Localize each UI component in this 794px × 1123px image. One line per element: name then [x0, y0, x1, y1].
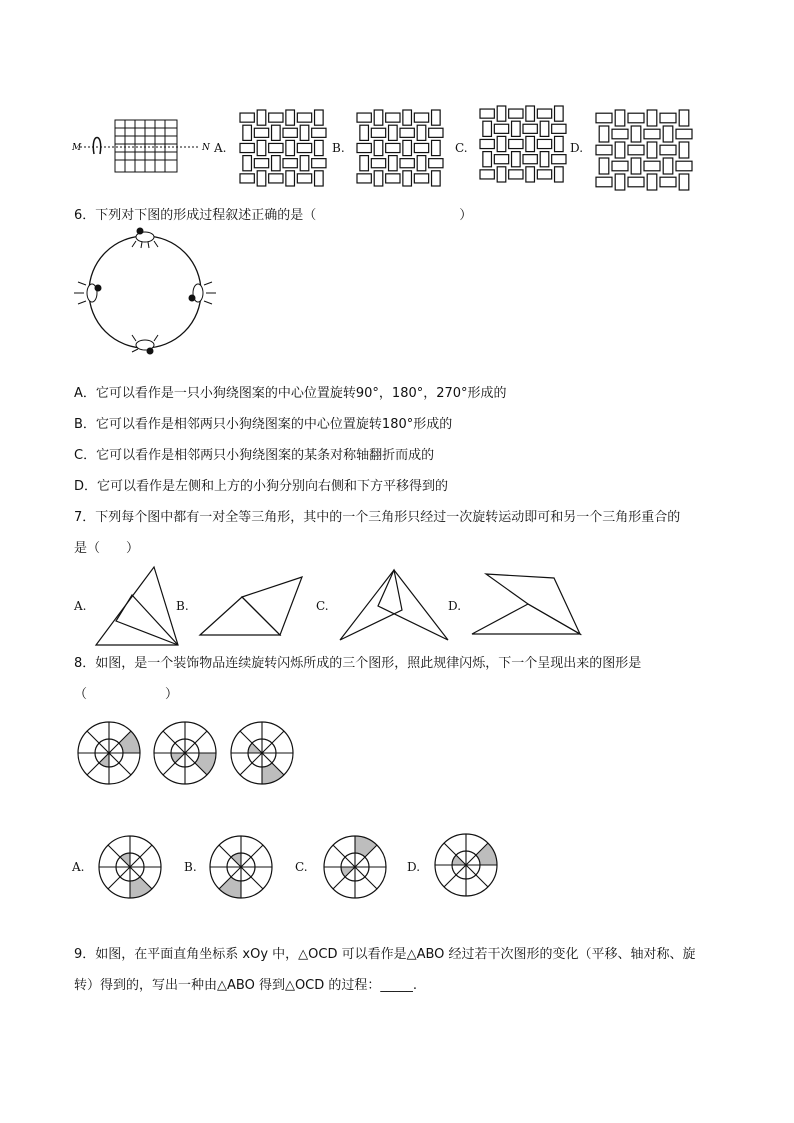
q7-option-b-triangles[interactable] [198, 575, 304, 637]
q5-option-b-label[interactable]: B. [332, 141, 345, 155]
q8-sequence-figure-3 [229, 720, 295, 786]
q6-dog-icon-left [74, 282, 102, 304]
q7-a-triangle-1 [96, 567, 178, 645]
q6-circle [89, 236, 201, 348]
q9-stem-line2: 转）得到的，写出一种由△ABO 得到△OCD 的过程：_____. [74, 978, 418, 993]
q8-option-c-wheel[interactable] [322, 834, 388, 900]
q8-stem-line2: （ ） [74, 687, 179, 702]
q8-option-d-wheel[interactable] [433, 832, 499, 898]
q7-d-triangle-1 [486, 574, 580, 634]
weave-grid [357, 110, 443, 186]
q8-stem-line1: 8．如图，是一个装饰物品连续旋转闪烁所成的三个图形，照此规律闪烁，下一个呈现出来的图形是 [74, 656, 642, 671]
q7-b-triangle-2 [242, 577, 302, 635]
q6-choice-c[interactable]: C．它可以看作是相邻两只小狗绕图案的某条对称轴翻折而成的 [74, 448, 435, 463]
q7-option-a-label[interactable]: A. [74, 599, 87, 613]
q6-choice-a[interactable]: A．它可以看作是一只小狗绕图案的中心位置旋转90°，180°，270°形成的 [74, 386, 507, 401]
q5-label-m: M [72, 143, 82, 153]
q7-option-b-label[interactable]: B. [176, 599, 189, 613]
q6-dog-icon-bottom [132, 335, 158, 355]
q8-option-b-wheel[interactable] [208, 834, 274, 900]
q5-option-b-weave[interactable] [357, 110, 443, 186]
q8-option-d-label[interactable]: D. [407, 860, 421, 874]
q7-option-a-triangles[interactable] [94, 565, 184, 647]
q9-stem-line1: 9．如图，在平面直角坐标系 xOy 中，△OCD 可以看作是△ABO 经过若干次图形的变化（平移、轴对称、旋 [74, 947, 696, 962]
q5-original-weave-figure [70, 112, 220, 182]
q5-option-a-weave[interactable] [240, 110, 326, 186]
q7-a-triangle-2 [116, 595, 178, 645]
weave-grid [480, 106, 566, 182]
q7-d-triangle-2 [472, 604, 580, 634]
q8-option-a-label[interactable]: A. [72, 860, 85, 874]
q6-stem: 6．下列对下图的形成过程叙述正确的是（ ） [74, 208, 473, 223]
q7-option-c-label[interactable]: C. [316, 599, 329, 613]
q5-flip-arrow-icon [93, 138, 100, 155]
q7-stem-line1: 7．下列每个图中都有一对全等三角形，其中的一个三角形只经过一次旋转运动即可和另一个三角形重合的 [74, 510, 681, 525]
q5-option-a-label[interactable]: A. [214, 141, 227, 155]
q7-option-c-triangles[interactable] [338, 568, 450, 642]
q8-option-b-label[interactable]: B. [184, 860, 197, 874]
weave-grid [240, 110, 326, 186]
q5-weave-pattern [115, 120, 177, 172]
q8-sequence-figure-1 [76, 720, 142, 786]
q7-option-d-triangles[interactable] [470, 572, 582, 636]
q7-b-triangle-1 [200, 597, 280, 635]
weave-grid [596, 110, 692, 190]
q7-c-triangle-1 [340, 570, 402, 640]
q5-option-d-label[interactable]: D. [570, 141, 584, 155]
q5-option-c-label[interactable]: C. [455, 141, 468, 155]
q5-option-d-weave[interactable] [596, 110, 692, 190]
q6-dog-icon-top [132, 228, 158, 249]
q5-label-n: N [202, 143, 210, 153]
q8-sequence-figure-2 [152, 720, 218, 786]
q8-option-a-wheel[interactable] [97, 834, 163, 900]
q6-dog-icon-right [189, 282, 217, 304]
q5-option-c-weave[interactable] [480, 106, 566, 182]
q7-option-d-label[interactable]: D. [448, 599, 462, 613]
q7-c-triangle-2 [378, 570, 448, 640]
q6-choice-d[interactable]: D．它可以看作是左侧和上方的小狗分别向右侧和下方平移得到的 [74, 479, 449, 494]
q8-option-c-label[interactable]: C. [295, 860, 308, 874]
q6-choice-b[interactable]: B．它可以看作是相邻两只小狗绕图案的中心位置旋转180°形成的 [74, 417, 453, 432]
q7-stem-line2: 是（ ） [74, 541, 140, 556]
q6-dog-circle-figure [70, 225, 220, 360]
